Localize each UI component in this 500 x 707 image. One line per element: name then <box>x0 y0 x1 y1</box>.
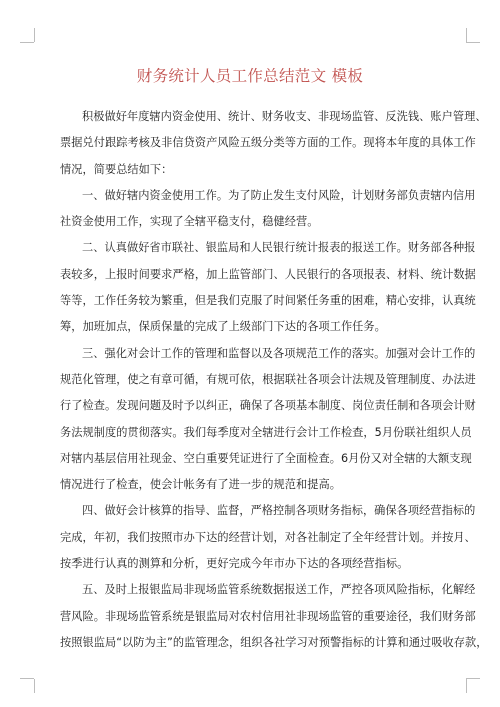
crop-mark-top-right-v <box>466 28 467 42</box>
document-title: 财务统计人员工作总结范文 模板 <box>136 67 364 85</box>
body-line: 筹，加班加点，保质保量的完成了上级部门下达的各项工作任务。 <box>60 320 386 334</box>
body-line: 三、强化对会计工作的管理和监督以及各项规范工作的落实。加强对会计工作的 <box>82 346 476 360</box>
crop-mark-top-left-h <box>20 42 34 43</box>
crop-mark-bottom-right-v <box>466 679 467 693</box>
body-line: 对辖内基层信用社现金、空白重要凭证进行了全面检查。6月份又对全辖的大额支现 <box>60 451 472 465</box>
body-line: 规范化管理，使之有章可循，有规可依，根据联社各项会计法规及管理制度、办法进 <box>60 372 476 386</box>
body-line: 一、做好辖内资金使用工作。为了防止发生支付风险，计划财务部负责辖内信用 <box>82 188 476 202</box>
body-line: 积极做好年度辖内资金使用、统计、财务收支、非现场监管、反洗钱、账户管理、 <box>82 110 487 123</box>
body-line: 情况，简要总结如下： <box>60 162 173 176</box>
crop-mark-bottom-right-h <box>466 678 480 679</box>
body-line: 五、及时上报银监局非现场监管系统数据报送工作，严控各项风险指标，化解经 <box>82 583 476 597</box>
body-line: 情况进行了检查，使会计帐务有了进一步的规范和提高。 <box>60 478 341 492</box>
body-line: 按照银监局“以防为主”的监管理念，组织各社学习对预警指标的计算和通过吸收存款， <box>60 635 488 649</box>
body-line: 表较多，上报时间要求严格，加上监管部门、人民银行的各项报表、材料、统计数据 <box>60 267 476 281</box>
body-line: 行了检查。发现问题及时予以纠正，确保了各项基本制度、岗位责任制和各项会计财 <box>60 399 476 413</box>
body-line: 四、做好会计核算的指导、监督，严格控制各项财务指标，确保各项经营指标的 <box>82 504 476 518</box>
document-body <box>60 104 488 656</box>
crop-mark-bottom-left-v <box>34 679 35 693</box>
crop-mark-bottom-left-h <box>20 678 34 679</box>
body-line: 二、认真做好省市联社、银监局和人民银行统计报表的报送工作。财务部各种报 <box>82 241 476 255</box>
body-line: 务法规制度的贯彻落实。我们每季度对全辖进行会计工作检查，5月份联社组织人员 <box>60 425 472 439</box>
body-line: 社资金使用工作，实现了全辖平稳支付，稳健经营。 <box>60 215 319 229</box>
body-line: 按季进行认真的测算和分析，更好完成今年市办下达的各项经营指标。 <box>60 557 409 571</box>
body-line: 票据兑付跟踪考核及非信贷资产风险五级分类等方面的工作。现将本年度的具体工作 <box>60 136 476 150</box>
body-line: 营风险。非现场监管系统是银监局对农村信用社非现场监管的重要途径，我们财务部 <box>60 609 476 623</box>
body-line: 等等，工作任务较为繁重，但是我们克服了时间紧任务重的困难，精心安排，认真统 <box>60 294 476 308</box>
crop-mark-top-left-v <box>34 28 35 42</box>
crop-mark-top-right-h <box>466 42 480 43</box>
body-line: 完成，年初，我们按照市办下达的经营计划，对各社制定了全年经营计划。并按月、 <box>60 530 476 544</box>
